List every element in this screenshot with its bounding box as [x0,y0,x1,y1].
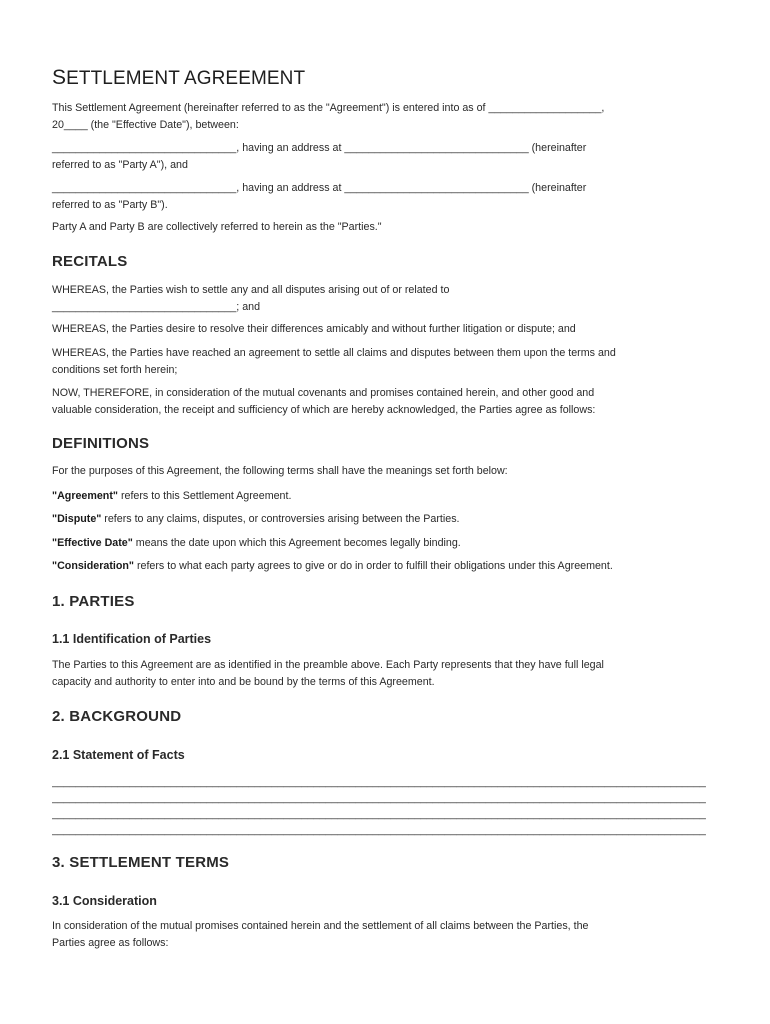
section-1-1-line-1: The Parties to this Agreement are as identified in the preamble above. Each Party represents that they have full legal [52,659,604,671]
definition-effective-date [52,535,461,552]
section-3-1-paragraph [52,918,588,951]
section-1-1-heading: 1.1 Identification of Parties [52,632,212,646]
party-a-line-2: referred to as "Party A"), and [52,158,188,171]
section-3-1-line-2: Parties agree as follows: [52,936,169,949]
party-a-paragraph [52,140,586,173]
blank-line: ______________________________________________________________________________________________________________ [52,776,706,788]
whereas-3-line-1: WHEREAS, the Parties have reached an agreement to settle all claims and disputes between them upon the terms and [52,347,616,359]
title-rest: ETTLEMENT AGREEMENT [66,68,306,89]
now-therefore [52,385,595,418]
section-1-1-paragraph [52,657,604,690]
blank-line: ______________________________________________________________________________________________________________ [52,808,706,820]
definition-text: means the date upon which this Agreement becomes legally binding. [132,537,461,549]
definitions-intro [52,463,508,480]
document-title [52,66,305,91]
whereas-1 [52,282,449,315]
party-b-paragraph [52,180,586,213]
definition-dispute [52,511,460,528]
party-b-line-2: referred to as "Party B"). [52,198,168,211]
section-2-1-heading: 2.1 Statement of Facts [52,748,185,762]
definitions-intro-line: For the purposes of this Agreement, the following terms shall have the meanings set forth below: [52,465,508,477]
definitions-heading: DEFINITIONS [52,435,150,452]
section-3-1-heading: 3.1 Consideration [52,894,157,908]
whereas-3 [52,345,616,378]
definition-text: refers to what each party agrees to give or do in order to fulfill their obligations under this Agreement. [133,560,613,572]
definition-term: "Consideration" [52,560,134,572]
preamble-line-2: 20____ (the "Effective Date"), between: [52,118,239,131]
section-3-1-line-1: In consideration of the mutual promises contained herein and the settlement of all claims between the Parties, the [52,920,589,932]
definition-consideration [52,558,613,575]
statement-of-facts-blanks [52,774,720,838]
definition-text: refers to any claims, disputes, or controversies arising between the Parties. [101,513,460,525]
blank-line: ______________________________________________________________________________________________________________ [52,792,706,804]
now-therefore-line-1: NOW, THEREFORE, in consideration of the mutual covenants and promises contained herein, and other good and [52,387,595,399]
section-2-heading: 2. BACKGROUND [52,708,182,725]
definition-term: "Agreement" [52,490,118,502]
title-first-letter: S [52,66,67,89]
party-a-line-1: _______________________________, having an address at _______________________________ (hereinafter [52,142,587,154]
whereas-1-line-1: WHEREAS, the Parties wish to settle any and all disputes arising out of or related to [52,284,450,296]
whereas-2-line: WHEREAS, the Parties desire to resolve their differences amicably and without further litigation or dispute; and [52,323,576,335]
preamble [52,100,604,133]
now-therefore-line-2: valuable consideration, the receipt and sufficiency of which are hereby acknowledged, the Parties agree as follows: [52,403,596,416]
preamble-line-1: This Settlement Agreement (hereinafter referred to as the "Agreement") is entered into as of ___________________, [52,102,605,114]
collective-line: Party A and Party B are collectively referred to herein as the "Parties." [52,221,382,233]
section-3-heading: 3. SETTLEMENT TERMS [52,854,230,871]
collective-paragraph [52,219,382,236]
definition-text: refers to this Settlement Agreement. [117,490,292,502]
definition-agreement [52,488,291,505]
party-b-line-1: _______________________________, having an address at _______________________________ (hereinafter [52,182,587,194]
section-1-heading: 1. PARTIES [52,593,135,610]
definition-term: "Dispute" [52,513,102,525]
blank-line: ______________________________________________________________________________________________________________ [52,824,706,836]
whereas-1-line-2: _______________________________; and [52,300,261,313]
section-1-1-line-2: capacity and authority to enter into and be bound by the terms of this Agreement. [52,675,435,688]
whereas-3-line-2: conditions set forth herein; [52,363,178,376]
recitals-heading: RECITALS [52,253,128,270]
whereas-2 [52,321,576,338]
definition-term: "Effective Date" [52,537,133,549]
